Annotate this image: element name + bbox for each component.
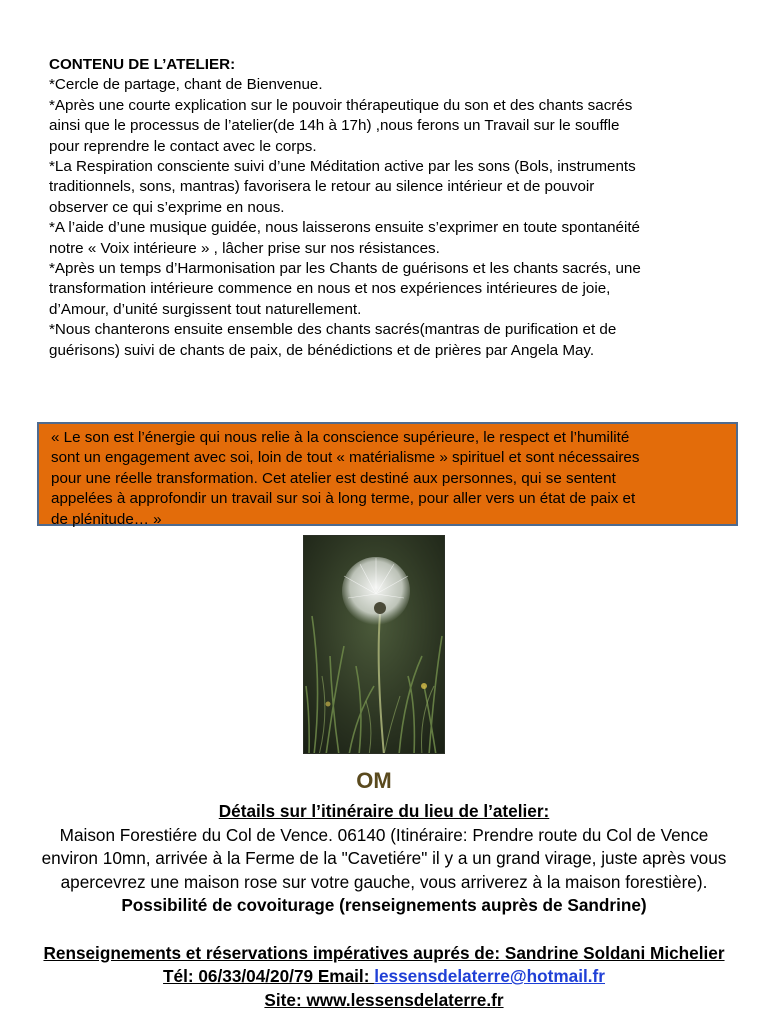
carpool-note: Possibilité de covoiturage (renseignements auprès de Sandrine) bbox=[121, 895, 647, 916]
workshop-line: notre « Voix intérieure » , lâcher prise sur nos résistances. bbox=[49, 239, 440, 257]
itinerary-details bbox=[0, 800, 768, 1012]
quote-line: de plénitude… » bbox=[51, 510, 162, 528]
quote-line: « Le son est l’énergie qui nous relie à la conscience supérieure, le respect et l’humilité bbox=[51, 429, 630, 446]
workshop-line: *A l’aide d’une musique guidée, nous laisserons ensuite s’exprimer en toute spontanéité bbox=[49, 219, 640, 237]
workshop-title: CONTENU DE L’ATELIER: bbox=[49, 56, 236, 73]
itinerary-line: environ 10mn, arrivée à la Ferme de la "Cavetiére" il y a un grand virage, juste après vous bbox=[41, 848, 727, 869]
contact-phone-email bbox=[0, 965, 768, 989]
quote-line: pour une réelle transformation. Cet atelier est destiné aux personnes, qui se sentent bbox=[51, 469, 616, 487]
workshop-content bbox=[49, 55, 739, 361]
dandelion-image bbox=[304, 536, 445, 754]
workshop-line: *La Respiration consciente suivi d’une Méditation active par les sons (Bols, instruments bbox=[49, 158, 636, 176]
quote-line: appelées à approfondir un travail sur soi à long terme, pour aller vers un état de paix et bbox=[51, 490, 636, 508]
workshop-line: guérisons) suivi de chants de paix, de bénédictions et de prières par Angela May. bbox=[49, 341, 595, 359]
workshop-line: d’Amour, d’unité surgissent tout naturellement. bbox=[49, 300, 362, 318]
phone-label: Tél: 06/33/04/20/79 Email: bbox=[163, 966, 375, 987]
workshop-line: pour reprendre le contact avec le corps. bbox=[49, 137, 317, 155]
om-label: OM bbox=[356, 768, 392, 793]
workshop-line: *Après une courte explication sur le pouvoir thérapeutique du son et des chants sacrés bbox=[49, 96, 633, 114]
itinerary-line: Maison Forestiére du Col de Vence. 06140 (Itinéraire: Prendre route du Col de Vence bbox=[59, 824, 709, 845]
itinerary-line: apercevrez une maison rose sur votre gauche, vous arriverez à la maison forestière). bbox=[60, 871, 708, 892]
workshop-line: observer ce qui s’exprime en nous. bbox=[49, 198, 285, 216]
workshop-line: transformation intérieure commence en nous et nos expériences intérieures de joie, bbox=[49, 280, 611, 298]
workshop-line: traditionnels, sons, mantras) favorisera le retour au silence intérieur et de pouvoir bbox=[49, 178, 595, 196]
workshop-line: *Après un temps d’Harmonisation par les Chants de guérisons et les chants sacrés, une bbox=[49, 260, 641, 278]
dandelion-photo bbox=[303, 535, 445, 754]
quote-line: sont un engagement avec soi, loin de tout « matérialisme » spirituel et sont nécessaires bbox=[51, 449, 640, 467]
quote-box bbox=[37, 422, 738, 526]
workshop-line: *Nous chanterons ensuite ensemble des chants sacrés(mantras de purification et de bbox=[49, 321, 617, 339]
site-link[interactable]: Site: www.lessensdelaterre.fr bbox=[264, 989, 504, 1010]
itinerary-heading: Détails sur l’itinéraire du lieu de l’atelier: bbox=[218, 801, 550, 821]
email-link[interactable]: lessensdelaterre@hotmail.fr bbox=[374, 966, 605, 987]
contact-heading: Renseignements et réservations impératives auprés de: Sandrine Soldani Michelier bbox=[43, 942, 725, 963]
workshop-line: *Cercle de partage, chant de Bienvenue. bbox=[49, 76, 323, 94]
spacer bbox=[0, 918, 768, 942]
workshop-line: ainsi que le processus de l’atelier(de 14h à 17h) ,nous ferons un Travail sur le souffle bbox=[49, 117, 620, 135]
